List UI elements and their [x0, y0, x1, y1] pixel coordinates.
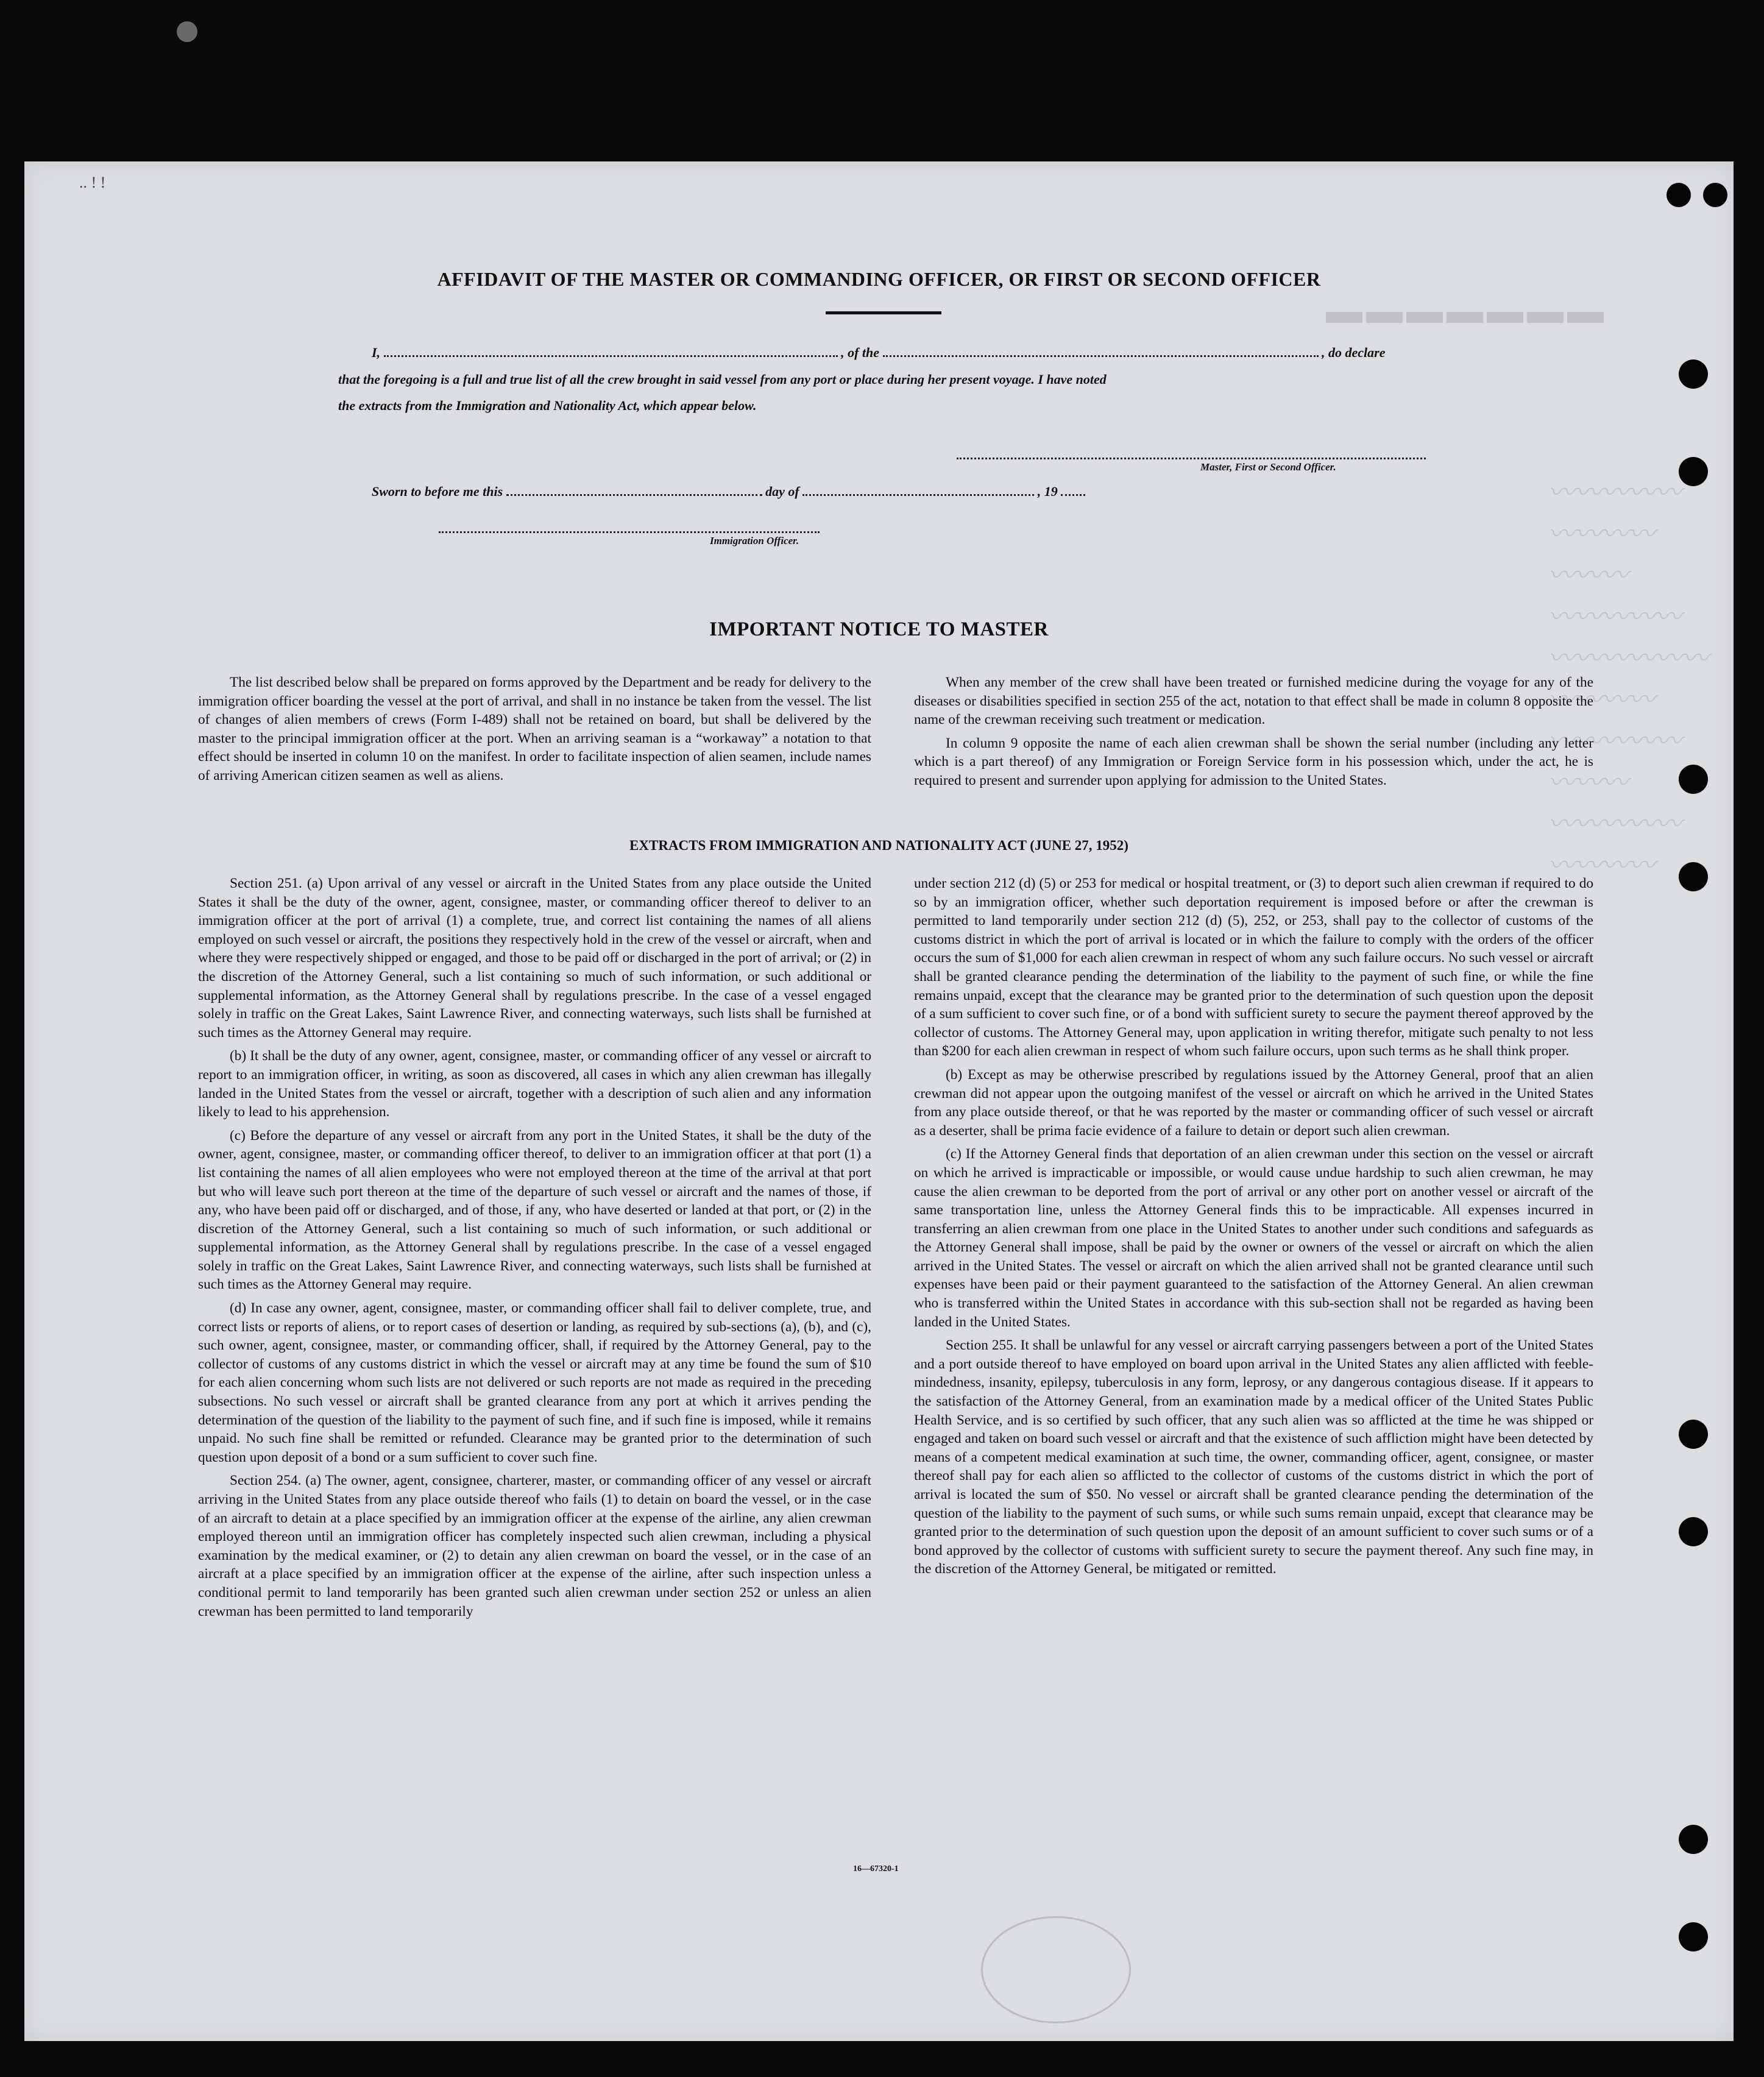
day-of-label: day of: [765, 484, 799, 499]
bleed-through-title: ▬▬▬▬▬▬▬: [1322, 290, 1604, 331]
punch-hole: [177, 21, 197, 42]
sworn-label: Sworn to before me this: [372, 484, 503, 499]
master-caption: Master, First or Second Officer.: [1200, 461, 1336, 473]
sworn-month-blank[interactable]: [802, 483, 1034, 496]
section-251-d: (d) In case any owner, agent, consignee, master, or commanding officer shall fail to deliver complete, true, and correct lists or reports of aliens, or to report cases of desertion or landing, as required by sub-sections (a), (b), and (c), such owner, agent, consignee, master, or commanding officer, shall, if required by the Attorney General, pay to the collector of customs of any customs district in which the vessel or aircraft may at any time be found the sum of $10 for each alien concerning whom such lists are not delivered or such reports are not made as required in the preceding subsections. No such vessel or aircraft shall be granted clearance from any port at which it arrives pending the determination of the question of the liability to the payment of such fine, and if such fine is imposed, while it remains unpaid. No such fine shall be remitted or refunded. Clearance may be granted prior to the determination of such question upon deposit of a bond or a sum sufficient to cover such fine.: [198, 1300, 871, 1465]
sworn-day-blank[interactable]: [506, 483, 762, 496]
binder-hole: [1679, 457, 1708, 486]
master-signature-line[interactable]: [957, 458, 1426, 459]
section-251-a: Section 251. (a) Upon arrival of any vessel or aircraft in the United States from any place outside the United States it shall be the duty of the owner, agent, consignee, master, or commanding officer thereof to deliver to an immigration officer at the port of arrival (1) a complete, true, and correct list containing the names of all aliens employed on such vessel or aircraft, the positions they respectively hold in the crew of the vessel or aircraft, when and where they were respectively shipped or engaged, and those to be paid off or discharged in the port of arrival; or (2) in the discretion of the Attorney General, such a list containing so much of such information, or such additional or supplemental information, as the Attorney General shall by regulations prescribe. In the case of a vessel engaged solely in traffic on the Great Lakes, Saint Lawrence River, and connecting waterways, such lists shall be furnished at such times as the Attorney General may require.: [198, 876, 871, 1041]
binder-hole: [1703, 183, 1727, 207]
binder-hole: [1679, 1517, 1708, 1546]
section-254-a: Section 254. (a) The owner, agent, consignee, charterer, master, or commanding officer of any vessel or aircraft arriving in the United States from any place outside thereof who fails (1) to detain on board the vessel, or in the case of an aircraft to detain at a place specified by an immigration officer at the expense of the airline, any alien crewman employed thereon until an immigration officer has completely inspected such alien crewman, including a physical examination by the medical examiner, or (2) to detain any alien crewman on board the vessel, or in the case of an aircraft at a place specified by an immigration officer at the expense of the airline, after such inspection unless a conditional permit to land temporarily has been granted such alien crewman under section 252 or unless an alien crewman has been permitted to land temporarily: [198, 1473, 871, 1619]
binder-hole: [1679, 765, 1708, 794]
binder-hole: [1679, 1420, 1708, 1449]
i-label: I,: [372, 345, 381, 360]
notice-right-column: [914, 673, 1593, 795]
binder-hole: [1679, 1922, 1708, 1951]
section-254-c: (c) If the Attorney General finds that deportation of an alien crewman under this section on the vessel or aircraft on which he arrived is impracticable or impossible, or would cause undue hardship to such alien crewman, he may cause the alien crewman to be deported from the port of arrival or any other port on another vessel or aircraft of the same transportation line, unless the Attorney General finds this to be impracticable. All expenses incurred in transferring an alien crewman from one place in the United States to another under such conditions and safeguards as the Attorney General shall impose, shall be paid by the owner or owners of the vessel or aircraft on which the alien arrived in the United States. The vessel or aircraft on which the alien arrived shall not be granted clearance until such expenses have been paid or their payment guaranteed to the satisfaction of the Attorney General. An alien crewman who is transferred within the United States in accordance with this sub-section shall not be regarded as having been landed in the United States.: [914, 1146, 1593, 1330]
notice-right-paragraph-1: When any member of the crew shall have been treated or furnished medicine during the voyage for any of the diseases or disabilities specified in section 255 of the act, notation to that effect shall be made in column 8 opposite the name of the crewman receiving such treatment or medication.: [914, 674, 1593, 728]
officer-signature-line[interactable]: [439, 531, 820, 533]
faint-stamp: [981, 1916, 1131, 2023]
binder-hole: [1679, 1825, 1708, 1854]
affidavit-title: AFFIDAVIT OF THE MASTER OR COMMANDING OFFICER, OR FIRST OR SECOND OFFICER: [437, 268, 1321, 290]
notice-left-paragraph: The list described below shall be prepared on forms approved by the Department and be ready for delivery to the immigration officer boarding the vessel at the port of arrival, and shall in no instance be taken from the vessel. The list of changes of alien members of crews (Form I-489) shall not be retained on board, but shall be delivered by the master to the principal immigration officer at the port. When an arriving seaman is a “workaway” a notation to that effect should be inserted in column 10 on the manifest. In order to facilitate inspection of alien seamen, include names of arriving American citizen seamen as well as aliens.: [198, 674, 871, 784]
binder-hole: [1667, 183, 1691, 207]
section-251-b: (b) It shall be the duty of any owner, agent, consignee, master, or commanding officer of any vessel or aircraft to report to an immigration officer, in writing, as soon as discovered, all cases in which any alien crewman has illegally landed in the United States from the vessel or aircraft, together with a description of such alien and any information likely to lead to his apprehension.: [198, 1048, 871, 1120]
section-254-b: (b) Except as may be otherwise prescribed by regulations issued by the Attorney General, proof that an alien crewman did not appear upon the outgoing manifest of the vessel or aircraft on which he arrived in the United States from any place outside thereof, or that he was reported by the master or commanding officer of such vessel or aircraft as a deserter, shall be prima facie evidence of a failure to detain or deport such alien crewman.: [914, 1066, 1593, 1139]
form-code: 16—67320-1: [853, 1864, 899, 1874]
title-rule: [826, 311, 941, 314]
officer-caption: Immigration Officer.: [710, 535, 799, 547]
notice-title: IMPORTANT NOTICE TO MASTER: [709, 618, 1049, 640]
binder-hole: [1679, 359, 1708, 389]
corner-mark: .. ! !: [79, 174, 106, 191]
notice-right-paragraph-2: In column 9 opposite the name of each alien crewman shall be shown the serial number (including any letter which is a part thereof) of any Immigration or Foreign Service form in his possession which, under the act, he is required to present and surrender upon applying for admission to the United States.: [914, 735, 1593, 788]
binder-hole: [1679, 862, 1708, 891]
vessel-blank[interactable]: [883, 344, 1319, 357]
bleed-through-handwriting: 〰〰〰〰〰 〰〰〰〰 〰〰〰 〰〰〰〰〰 〰〰〰〰〰〰 〰〰〰〰 〰〰〰〰〰 〰〰〰 〰〰〰〰〰 〰〰〰〰: [1548, 478, 1709, 880]
extracts-left-column: [198, 874, 871, 1626]
of-the-label: , of the: [841, 345, 880, 360]
year-label: , 19: [1037, 484, 1058, 499]
sworn-year-blank[interactable]: [1061, 483, 1085, 496]
sworn-line: [372, 483, 1085, 500]
statement-line-1: that the foregoing is a full and true list of all the crew brought in said vessel from any port or place during her present voyage. I have noted: [338, 372, 1107, 387]
section-251-c: (c) Before the departure of any vessel or aircraft from any port in the United States, it shall be the duty of the owner, agent, consignee, master, or commanding officer thereof, to deliver to an immigration officer at that port (1) a list containing the names of all alien employees who were not employed thereon at the time of the arrival at that port but who will leave such port thereon at the time of the departure of such vessel or aircraft and the names of those, if any, who have been paid off or discharged, and of those, if any, who have deserted or landed at that port, or (2) in the discretion of the Attorney General, such a list containing so much of such information, or such additional or supplemental information, as the Attorney General shall by regulations prescribe. In the case of a vessel engaged solely in traffic on the Great Lakes, Saint Lawrence River, and connecting waterways, such lists shall be furnished at such times as the Attorney General may require.: [198, 1127, 871, 1293]
do-declare-label: , do declare: [1322, 345, 1386, 360]
extracts-title: EXTRACTS FROM IMMIGRATION AND NATIONALITY ACT (JUNE 27, 1952): [629, 838, 1128, 853]
declarant-line: [372, 344, 1385, 361]
extracts-right-column: [914, 874, 1593, 1583]
section-255: Section 255. It shall be unlawful for any vessel or aircraft carrying passengers between a port of the United States and a port outside thereof to have employed on board upon arrival in the United States any alien afflicted with feeble-mindedness, insanity, epilepsy, tuberculosis in any form, leprosy, or any dangerous contagious disease. If it appears to the satisfaction of the Attorney General, from an examination made by a medical officer of the United States Public Health Service, and is so certified by such officer, that any such alien was so afflicted at the time he was shipped or engaged and taken on board such vessel or aircraft and that the existence of such affliction might have been detected by means of a competent medical examination at such time, the owner, commanding officer, agent, consignee, or master thereof shall pay for each alien so afflicted to the collector of customs of the customs district in which the port of arrival is located the sum of $50. No vessel or aircraft shall be granted clearance pending the determination of the question of the liability to the payment of such sums, or while such sums remain unpaid, except that clearance may be granted prior to the determination of such question upon the deposit of an amount sufficient to cover such sums or of a bond approved by the collector of customs with sufficient surety to secure the payment thereof. Any such fine may, in the discretion of the Attorney General, be mitigated or remitted.: [914, 1337, 1593, 1577]
section-254-a-continued: under section 212 (d) (5) or 253 for medical or hospital treatment, or (3) to deport such alien crewman if required to do so by an immigration officer, whether such deportation requirement is imposed before or after the crewman is permitted to land temporarily under section 212 (d) (5), 252, or 253, shall pay to the collector of customs of the customs district in which the port of arrival is located or in which the failure to comply with the orders of the officer occurs the sum of $1,000 for each alien crewman in respect of whom any such failure occurs. No such vessel or aircraft shall be granted clearance pending the determination of the liability to the payment of such fine, or while the fine remains unpaid, except that the clearance may be granted prior to the determination of such question upon the deposit of a sum sufficient to cover such fine, or of a bond with sufficient surety to secure the payment thereof approved by the collector of customs. The Attorney General may, upon application in writing therefor, mitigate such penalty to not less than $200 for each alien crewman in respect of whom such failure occurs, upon such terms as he shall think proper.: [914, 876, 1593, 1060]
statement-line-2: the extracts from the Immigration and Nationality Act, which appear below.: [338, 398, 757, 413]
name-blank[interactable]: [384, 344, 838, 357]
notice-left-column: [198, 673, 871, 790]
document-page: [24, 161, 1734, 2041]
